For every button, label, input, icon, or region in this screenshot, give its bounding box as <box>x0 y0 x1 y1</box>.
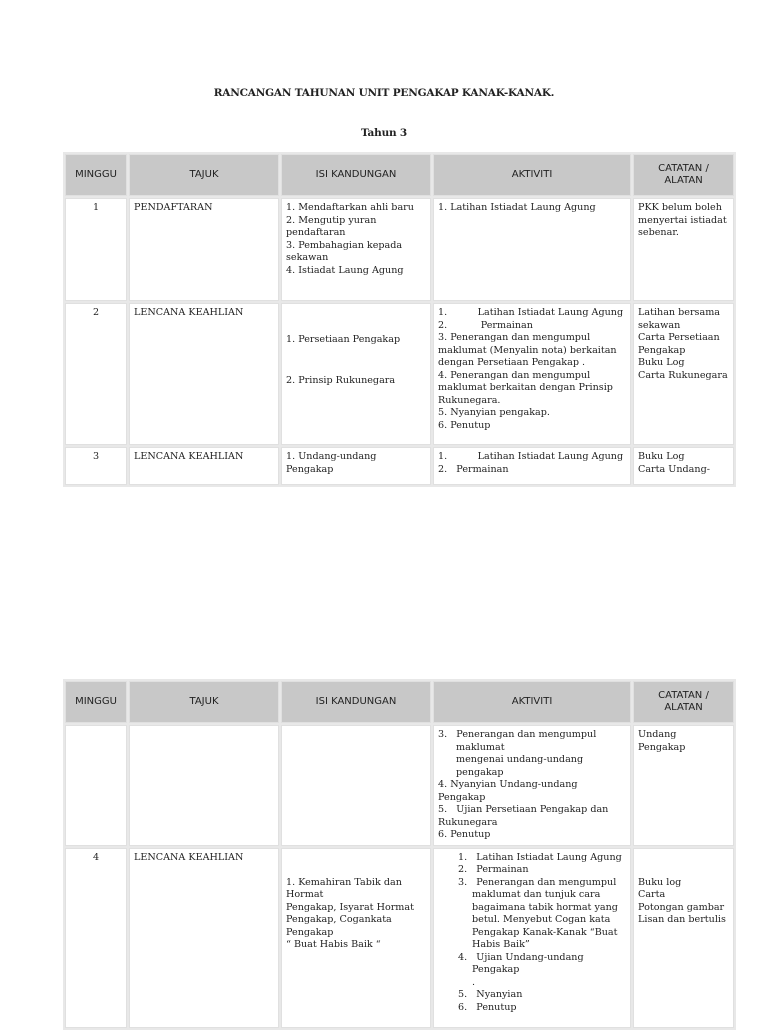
header-tajuk: TAJUK <box>129 681 279 723</box>
header-isi-kandungan: ISI KANDUNGAN <box>281 154 431 196</box>
cell-minggu: 1 <box>65 198 127 301</box>
cell-aktiviti: 1. Latihan Istiadat Laung Agung <box>433 198 631 301</box>
header-catatan-alatan: CATATAN / ALATAN <box>633 154 734 196</box>
cell-tajuk: LENCANA KEAHLIAN <box>129 303 279 445</box>
cell-catatan: PKK belum boleh menyertai istiadat sebenar. <box>633 198 734 301</box>
table-row <box>65 848 734 1028</box>
cell-aktiviti: 1. Latihan Istiadat Laung Agung 2. Permainan 3. Penerangan dan mengumpul maklumat (Menyalin nota) berkaitan dengan Persetiaan Pengakap . 4. Penerangan dan mengumpul maklumat berkaitan dengan Prinsip Rukunegara. 5. Nyanyian pengakap. 6. Penutup <box>433 303 631 445</box>
table-row <box>65 725 734 846</box>
cell-minggu: 3 <box>65 447 127 485</box>
table-row <box>65 447 734 485</box>
document-title: RANCANGAN TAHUNAN UNIT PENGAKAP KANAK-KANAK. <box>213 87 555 99</box>
table-header-row <box>65 681 734 723</box>
cell-isi-kandungan: 1. Undang-undang Pengakap <box>281 447 431 485</box>
header-minggu: MINGGU <box>65 154 127 196</box>
cell-catatan: Buku log Carta Potongan gambar Lisan dan bertulis <box>633 848 734 1028</box>
header-minggu: MINGGU <box>65 681 127 723</box>
header-aktiviti: AKTIVITI <box>433 154 631 196</box>
cell-minggu: 4 <box>65 848 127 1028</box>
cell-isi-kandungan: 1. Mendaftarkan ahli baru 2. Mengutip yuran pendaftaran 3. Pembahagian kepada sekawan 4. Istiadat Laung Agung <box>281 198 431 301</box>
cell-catatan: Latihan bersama sekawan Carta Persetiaan Pengakap Buku Log Carta Rukunegara <box>633 303 734 445</box>
cell-catatan: Buku Log Carta Undang- <box>633 447 734 485</box>
cell-tajuk: LENCANA KEAHLIAN <box>129 447 279 485</box>
table-row <box>65 198 734 301</box>
cell-tajuk: LENCANA KEAHLIAN <box>129 848 279 1028</box>
plan-table-page-2 <box>63 679 736 1030</box>
cell-isi-kandungan: 1. Persetiaan Pengakap 2. Prinsip Rukunegara <box>281 303 431 445</box>
cell-catatan: Undang Pengakap <box>633 725 734 846</box>
cell-isi-kandungan <box>281 725 431 846</box>
cell-tajuk <box>129 725 279 846</box>
header-catatan-alatan: CATATAN / ALATAN <box>633 681 734 723</box>
table-row <box>65 303 734 445</box>
cell-minggu <box>65 725 127 846</box>
cell-tajuk: PENDAFTARAN <box>129 198 279 301</box>
header-isi-kandungan: ISI KANDUNGAN <box>281 681 431 723</box>
header-aktiviti: AKTIVITI <box>433 681 631 723</box>
cell-aktiviti: 1. Latihan Istiadat Laung Agung 2. Permainan 3. Penerangan dan mengumpul maklumat dan tunjuk cara bagaimana tabik hormat yang betul. Menyebut Cogan kata Pengakap Kanak-Kanak “Buat Habis Baik” 4. Ujian Undang-undang Pengakap . 5. Nyanyian 6. Penutup <box>433 848 631 1028</box>
header-tajuk: TAJUK <box>129 154 279 196</box>
cell-minggu: 2 <box>65 303 127 445</box>
plan-table-page-1 <box>63 152 736 487</box>
cell-aktiviti: 1. Latihan Istiadat Laung Agung 2. Permainan <box>433 447 631 485</box>
cell-isi-kandungan: 1. Kemahiran Tabik dan Hormat Pengakap, Isyarat Hormat Pengakap, Cogankata Pengakap “ Buat Habis Baik “ <box>281 848 431 1028</box>
cell-aktiviti: 3. Penerangan dan mengumpul maklumat mengenai undang-undang pengakap 4. Nyanyian Undang-undang Pengakap 5. Ujian Persetiaan Pengakap dan Rukunegara 6. Penutup <box>433 725 631 846</box>
table-header-row <box>65 154 734 196</box>
year-heading: Tahun 3 <box>360 127 408 139</box>
